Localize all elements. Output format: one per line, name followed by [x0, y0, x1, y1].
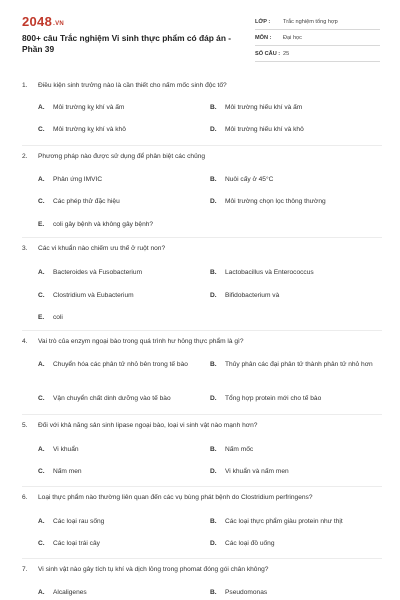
- option-a[interactable]: [38, 360, 203, 369]
- option-a[interactable]: [38, 268, 142, 277]
- question-stem: Điều kiện sinh trưởng nào là cần thiết cho nấm mốc sinh độc tố?: [38, 82, 227, 89]
- question-text: [22, 245, 165, 252]
- option-letter: C.: [38, 395, 45, 402]
- option-text: Lactobacillus và Enterococcus: [225, 269, 314, 276]
- option-text: Nuôi cấy ở 45°C: [225, 176, 274, 183]
- option-text: Chuyển hóa các phân tử nhỏ bên trong tế bào: [53, 361, 188, 368]
- divider: [22, 414, 382, 415]
- option-text: Bifidobacterium và: [225, 292, 280, 299]
- option-c[interactable]: [38, 125, 126, 134]
- option-letter: D.: [210, 395, 217, 402]
- option-e[interactable]: [38, 220, 153, 229]
- option-d[interactable]: [210, 539, 275, 548]
- option-text: Các phép thử đặc hiệu: [53, 198, 120, 205]
- option-letter: E.: [38, 221, 45, 228]
- option-text: Tổng hợp protein mới cho tế bào: [225, 395, 322, 402]
- question-stem: Các vi khuẩn nào chiếm ưu thế ở ruột non?: [38, 245, 166, 252]
- option-text: Nấm mốc: [225, 446, 254, 453]
- question-6: [22, 494, 382, 554]
- question-stem: Loại thực phẩm nào thường liên quan đến các vụ bùng phát bệnh do Clostridium perfringens?: [38, 494, 313, 501]
- option-letter: B.: [210, 269, 217, 276]
- option-text: Nấm men: [53, 468, 82, 475]
- logo-suffix: .VN: [53, 21, 65, 27]
- question-number: 7.: [22, 566, 28, 573]
- option-letter: A.: [38, 589, 45, 596]
- option-a[interactable]: [38, 445, 79, 454]
- option-text: Các loại trái cây: [53, 540, 100, 547]
- option-letter: A.: [38, 269, 45, 276]
- option-letter: A.: [38, 176, 45, 183]
- option-a[interactable]: [38, 517, 104, 526]
- divider: [22, 558, 382, 559]
- option-text: Thủy phân các đại phân tử thành phân tử nhỏ hơn: [225, 361, 373, 368]
- option-text: Pseudomonas: [225, 589, 268, 596]
- option-text: Vi khuẩn và nấm men: [225, 468, 289, 475]
- option-text: coli gây bệnh và không gây bệnh?: [53, 221, 154, 228]
- question-text: [22, 338, 244, 345]
- option-letter: B.: [210, 104, 217, 111]
- option-letter: A.: [38, 446, 45, 453]
- meta-value: Trắc nghiệm tổng hợp: [283, 18, 338, 25]
- meta-key: SỐ CÂU :: [255, 50, 281, 57]
- option-text: Môi trường hiếu khí và khô: [225, 126, 304, 133]
- option-d[interactable]: [210, 394, 321, 403]
- divider: [22, 486, 382, 487]
- logo-main: 2048: [22, 14, 53, 29]
- option-text: Vi khuẩn: [53, 446, 79, 453]
- question-text: [22, 494, 313, 501]
- option-letter: C.: [38, 540, 45, 547]
- option-text: coli: [53, 314, 63, 321]
- question-number: 5.: [22, 422, 28, 429]
- option-text: Vận chuyển chất dinh dưỡng vào tế bào: [53, 395, 171, 402]
- question-2: [22, 153, 382, 233]
- option-b[interactable]: [210, 517, 343, 526]
- option-letter: C.: [38, 468, 45, 475]
- option-b[interactable]: [210, 588, 267, 597]
- option-letter: D.: [210, 198, 217, 205]
- option-letter: D.: [210, 468, 217, 475]
- question-stem: Phương pháp nào được sử dụng để phân biệt các chủng: [38, 153, 206, 160]
- question-number: 2.: [22, 153, 28, 160]
- question-stem: Vai trò của enzym ngoại bào trong quá trình hư hỏng thực phẩm là gì?: [38, 338, 244, 345]
- meta-table: [255, 14, 380, 62]
- question-text: [22, 422, 257, 429]
- option-d[interactable]: [210, 197, 326, 206]
- meta-row-count: [255, 46, 380, 62]
- question-number: 6.: [22, 494, 28, 501]
- option-letter: D.: [210, 292, 217, 299]
- divider: [22, 330, 382, 331]
- option-letter: A.: [38, 104, 45, 111]
- option-text: Các loại đồ uống: [225, 540, 275, 547]
- option-c[interactable]: [38, 467, 82, 476]
- page-title: 800+ câu Trắc nghiệm Vi sinh thực phẩm có đáp án - Phần 39: [22, 33, 232, 54]
- option-c[interactable]: [38, 394, 171, 403]
- question-number: 1.: [22, 82, 28, 89]
- meta-key: LỚP :: [255, 18, 271, 25]
- option-letter: B.: [210, 176, 217, 183]
- option-b[interactable]: [210, 103, 302, 112]
- option-c[interactable]: [38, 539, 100, 548]
- meta-row-class: [255, 14, 380, 30]
- option-c[interactable]: [38, 197, 120, 206]
- option-letter: B.: [210, 446, 217, 453]
- option-letter: B.: [210, 589, 217, 596]
- option-text: Các loại rau sống: [53, 518, 105, 525]
- option-text: Bacteroides và Fusobacterium: [53, 269, 143, 276]
- option-letter: C.: [38, 126, 45, 133]
- question-stem: Đối với khả năng sản sinh lipase ngoại bào, loại vi sinh vật nào mạnh hơn?: [38, 422, 258, 429]
- option-b[interactable]: [210, 445, 253, 454]
- option-d[interactable]: [210, 467, 289, 476]
- question-text: [22, 566, 268, 573]
- divider: [22, 145, 382, 146]
- option-a[interactable]: [38, 588, 87, 597]
- option-letter: A.: [38, 518, 45, 525]
- header: [0, 0, 400, 78]
- option-text: Phản ứng IMVIC: [53, 176, 103, 183]
- question-text: [22, 153, 205, 160]
- question-3: [22, 245, 382, 325]
- option-text: Môi trường chọn lọc thông thường: [225, 198, 326, 205]
- option-letter: B.: [210, 361, 217, 368]
- option-a[interactable]: [38, 103, 124, 112]
- site-logo[interactable]: [22, 14, 64, 29]
- option-letter: D.: [210, 540, 217, 547]
- option-a[interactable]: [38, 175, 102, 184]
- option-letter: E.: [38, 314, 45, 321]
- question-5: [22, 422, 382, 482]
- option-text: Môi trường hiếu khí và ấm: [225, 104, 303, 111]
- option-b[interactable]: [210, 360, 380, 369]
- option-letter: B.: [210, 518, 217, 525]
- question-4: [22, 338, 382, 410]
- option-text: Clostridium và Eubacterium: [53, 292, 134, 299]
- question-7: [22, 566, 382, 600]
- option-b[interactable]: [210, 268, 314, 277]
- divider: [22, 237, 382, 238]
- meta-row-subject: [255, 30, 380, 46]
- option-letter: A.: [38, 361, 45, 368]
- option-b[interactable]: [210, 175, 273, 184]
- question-1: [22, 82, 382, 142]
- question-stem: Vi sinh vật nào gây tích tụ khí và dịch lỏng trong phomat đóng gói chân không?: [38, 566, 269, 573]
- option-c[interactable]: [38, 291, 134, 300]
- option-letter: C.: [38, 198, 45, 205]
- question-number: 3.: [22, 245, 28, 252]
- option-letter: C.: [38, 292, 45, 299]
- meta-value: Đại học: [283, 34, 302, 41]
- option-letter: D.: [210, 126, 217, 133]
- option-text: Môi trường kỵ khí và ấm: [53, 104, 125, 111]
- meta-value: 25: [283, 50, 290, 57]
- option-text: Các loại thực phẩm giàu protein như thịt: [225, 518, 343, 525]
- option-e[interactable]: [38, 313, 63, 322]
- question-number: 4.: [22, 338, 28, 345]
- option-d[interactable]: [210, 125, 304, 134]
- question-text: [22, 82, 227, 89]
- option-text: Môi trường kỵ khí và khô: [53, 126, 126, 133]
- option-text: Alcaligenes: [53, 589, 87, 596]
- meta-key: MÔN :: [255, 34, 272, 41]
- option-d[interactable]: [210, 291, 279, 300]
